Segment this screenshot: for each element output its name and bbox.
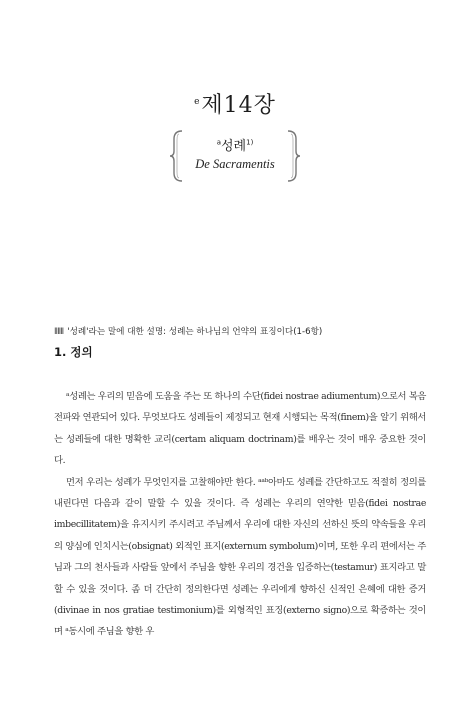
subsection-heading: 1. 정의 <box>54 345 93 359</box>
section-title <box>168 135 302 154</box>
section-footnote-ref: 1) <box>246 138 254 147</box>
section-title-frame <box>168 128 302 184</box>
summary-mark: IIIIII <box>54 327 64 337</box>
latin-title: De Sacramentis <box>195 157 275 171</box>
section-title-text: 성례 <box>220 139 247 154</box>
chapter-title <box>0 88 470 119</box>
chapter-marker: e <box>194 96 201 107</box>
paragraph-1: ᵃ성례는 우리의 믿음에 도움을 주는 또 하나의 수단(fidei nostrae adiumentum)으로서 복음 전파와 연관되어 있다. 무엇보다도 성례들이 제정되고 현재 시행되는 목적(finem)을 알기 위해서는 성례들에 대한 명확한 교리(certam aliquam doctrinam)를 배우는 것이 매우 중요한 것이다. <box>54 391 426 467</box>
body-text <box>54 386 426 643</box>
paragraph-2: 먼저 우리는 성례가 무엇인지를 고찰해야만 한다. ᵃᵃᵇ아마도 성례를 간단하고도 적절히 정의를 내린다면 다음과 같이 말할 수 있을 것이다. 즉 성례는 우리의 연약한 믿음(fidei nostrae imbecillitatem)을 유지시키 주시려고 주님께서 우리에 대한 자신의 선하신 뜻의 약속들을 우리의 양심에 인치시는(obsignat) 외적인 표지(externum symbolum)이며, 또한 우리 편에서는 주님과 그의 천사들과 사람들 앞에서 주님을 향한 우리의 경건을 입증하는(testamur) 표지라고 말할 수 있을 것이다. 좀 더 간단히 정의한다면 성례는 우리에게 향하신 신적인 은혜에 대한 증거(divinae in nos gratiae testimonium)를 외형적인 표징(externo signo)으로 확증하는 것이며 ᵃ동시에 주님을 향한 우 <box>54 476 426 638</box>
section-marker: a <box>216 138 221 147</box>
summary-line <box>54 325 434 337</box>
chapter-title-text: 제14장 <box>201 93 276 118</box>
summary-text: '성례'라는 말에 대한 설명: 성례는 하나님의 언약의 표징이다(1-6항) <box>67 327 323 337</box>
